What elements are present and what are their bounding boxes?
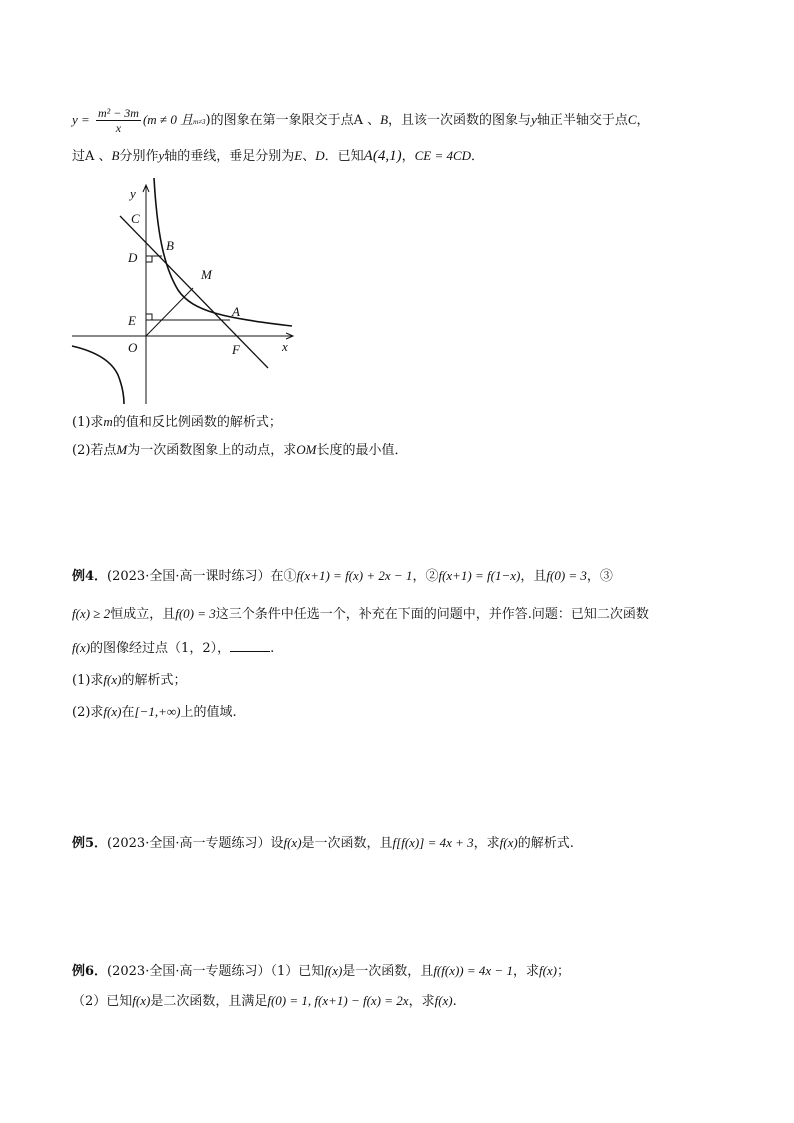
text: ，② xyxy=(412,569,439,584)
example-source: (2023·全国·高一课时练习） xyxy=(107,569,271,584)
text: 的图像经过点（1，2）， xyxy=(90,641,231,656)
condition-2b: f(0) = 3 xyxy=(546,568,587,583)
problem3-q1 xyxy=(72,412,722,433)
problem3-line1 xyxy=(72,106,722,135)
quadratic-conditions: f(0) = 1, f(x+1) − f(x) = 2x xyxy=(267,993,409,1008)
text: 轴正半轴交于点 xyxy=(536,113,628,128)
example-label: 例6． xyxy=(72,964,108,979)
function-fx: f(x) xyxy=(324,963,343,978)
hyperbola-branch-q3 xyxy=(72,346,124,404)
text: 恒成立，且 xyxy=(110,607,176,622)
point-d: D xyxy=(315,148,325,163)
text: 是一次函数，且 xyxy=(301,836,393,851)
ex4-line1 xyxy=(72,566,722,587)
point-e: E xyxy=(294,148,303,163)
label-f: F xyxy=(232,342,240,357)
fraction-numerator: m² − 3m xyxy=(97,106,139,120)
text: ，且 xyxy=(520,569,547,584)
text: 是一次函数，且 xyxy=(342,964,434,979)
text: ，求 xyxy=(512,964,539,979)
text: ．已知 xyxy=(324,149,364,164)
label-o: O xyxy=(128,340,138,355)
condition-1: f(x+1) = f(x) + 2x − 1 xyxy=(296,568,413,583)
point-b: B xyxy=(380,112,389,127)
text: 过A 、 xyxy=(72,149,112,164)
var-m-point: M xyxy=(116,442,128,457)
var-m: m xyxy=(103,414,113,429)
text: ，求 xyxy=(408,994,435,1009)
var-y: y xyxy=(158,148,165,163)
point-c: C xyxy=(627,112,637,127)
example-source: (2023·全国·高一专题练习） xyxy=(107,964,271,979)
point-a-coord: A(4,1) xyxy=(363,148,402,164)
fraction xyxy=(96,106,141,135)
function-fx: f(x) xyxy=(434,993,453,1008)
condition-3b: f(0) = 3 xyxy=(175,606,216,621)
ce-equation: CE = 4CD xyxy=(414,148,472,163)
text: ， xyxy=(636,113,650,128)
condition-open: (m ≠ 0 且 xyxy=(142,112,194,127)
segment-om-label: OM xyxy=(296,442,317,457)
function-fx: f(x) xyxy=(538,963,557,978)
function-fx: f(x) xyxy=(499,835,518,850)
text: （2）已知 xyxy=(72,994,133,1009)
text: 的解析式. xyxy=(517,836,574,851)
ex6-line2 xyxy=(72,991,722,1012)
segment-om xyxy=(146,288,193,336)
label-a: A xyxy=(232,304,240,319)
text: ； xyxy=(557,964,571,979)
problem3-line2 xyxy=(72,146,722,167)
text: 轴的垂线，垂足分别为 xyxy=(164,149,295,164)
text: ， xyxy=(401,149,415,164)
fraction-denominator: x xyxy=(115,121,122,135)
text: 为一次函数图象上的动点，求 xyxy=(127,443,297,458)
example-source: (2023·全国·高一专题练习） xyxy=(107,836,271,851)
text: 上的值域. xyxy=(180,705,237,720)
text: 分别作 xyxy=(119,149,159,164)
text: （1）已知 xyxy=(270,964,325,979)
function-fx: f(x) xyxy=(103,672,122,687)
text: . xyxy=(270,641,275,656)
text: 的解析式； xyxy=(121,673,187,688)
text: 长度的最小值． xyxy=(316,443,408,458)
fill-blank[interactable] xyxy=(230,639,270,652)
label-b: B xyxy=(166,238,174,253)
hyperbola-branch-q1 xyxy=(154,178,292,326)
condition-small: m≠3 xyxy=(193,118,206,126)
ex4-line3 xyxy=(72,638,722,659)
text: 是二次函数，且满足 xyxy=(150,994,268,1009)
math-y-eq: y = xyxy=(72,112,90,127)
text: ，③ xyxy=(586,569,613,584)
condition-close: ) xyxy=(205,113,211,128)
text: 的图象在第一象限交于点A 、 xyxy=(210,113,381,128)
function-fx: f(x) xyxy=(103,704,122,719)
problem3-q2 xyxy=(72,440,722,461)
text: 这三个条件中任选一个，补充在下面的问题中，并作答.问题：已知二次函数 xyxy=(215,607,649,622)
text: ，求 xyxy=(473,836,500,851)
text: ． xyxy=(471,149,485,164)
condition-2: f(x+1) = f(1−x) xyxy=(438,568,521,583)
function-fx: f(x) xyxy=(72,640,91,655)
point-b: B xyxy=(111,148,120,163)
composition-equation: f(f(x)) = 4x − 1 xyxy=(433,963,513,978)
label-c: C xyxy=(131,211,140,226)
label-y: y xyxy=(130,186,136,201)
ex4-q1 xyxy=(72,670,722,691)
text: 、 xyxy=(302,149,316,164)
ex5-line1 xyxy=(72,833,722,854)
label-e: E xyxy=(128,313,136,328)
text: (2)若点 xyxy=(72,443,117,458)
condition-3: f(x) ≥ 2 xyxy=(72,606,111,621)
linear-function-line xyxy=(120,216,268,368)
ex4-q2 xyxy=(72,702,722,723)
right-angle-d xyxy=(146,256,152,262)
text: ，且该一次函数的图象与 xyxy=(388,113,532,128)
text: 的值和反比例函数的解析式； xyxy=(112,415,282,430)
label-d: D xyxy=(128,250,138,265)
text: (1)求 xyxy=(72,415,104,430)
var-y: y xyxy=(531,112,537,127)
text: . xyxy=(452,994,457,1009)
interval: [−1,+∞) xyxy=(134,704,181,719)
text: 设 xyxy=(270,836,284,851)
ex4-line2 xyxy=(72,604,722,625)
text: 在① xyxy=(270,569,297,584)
text: 在 xyxy=(121,705,135,720)
function-fx: f(x) xyxy=(132,993,151,1008)
ex6-line1 xyxy=(72,961,722,982)
function-fx: f(x) xyxy=(283,835,302,850)
text: (2)求 xyxy=(72,705,104,720)
right-angle-e xyxy=(146,314,152,320)
text: (1)求 xyxy=(72,673,104,688)
function-graph xyxy=(64,172,304,408)
label-x: x xyxy=(282,339,288,354)
label-m: M xyxy=(201,267,212,282)
example-label: 例5． xyxy=(72,836,108,851)
example-label: 例4． xyxy=(72,569,108,584)
composition-equation: f[f(x)] = 4x + 3 xyxy=(392,835,474,850)
